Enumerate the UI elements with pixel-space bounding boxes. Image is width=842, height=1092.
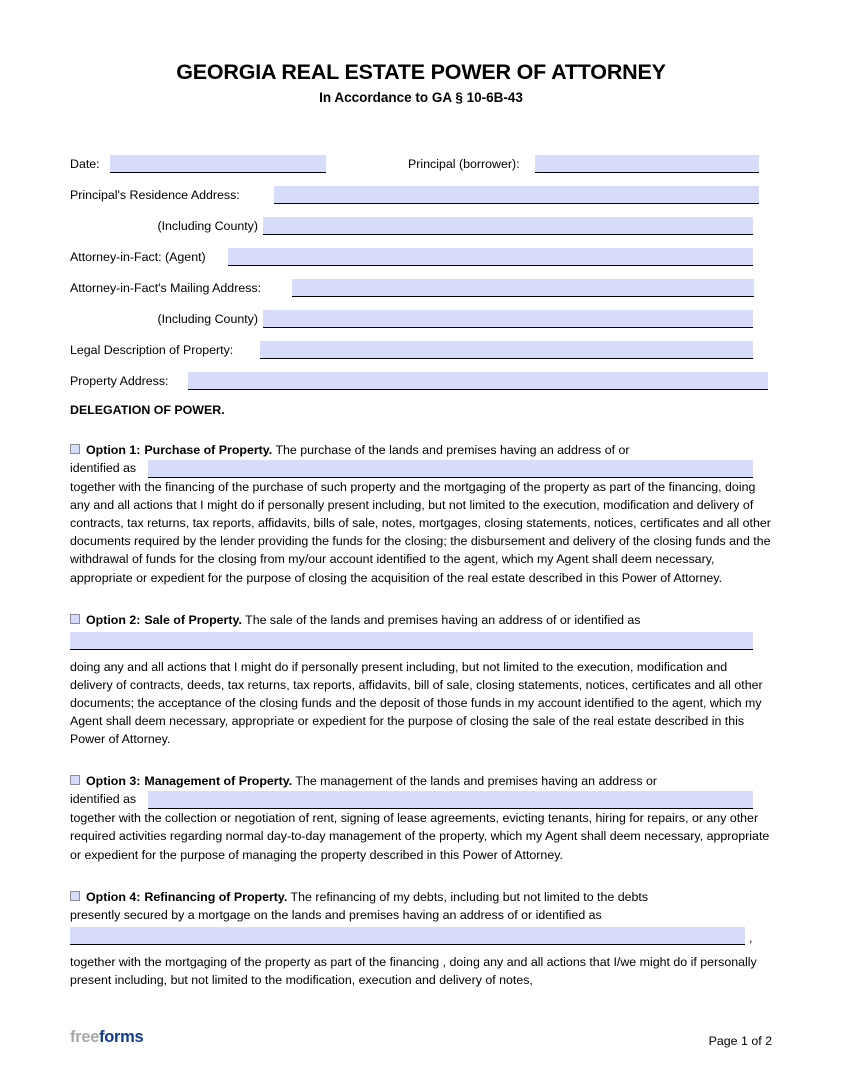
option-1-blank-line: [70, 459, 772, 478]
field-label-principal-residence-address: Principal's Residence Address:: [70, 188, 240, 202]
option-3-block: [70, 772, 772, 863]
option-4-blank-input[interactable]: [70, 927, 745, 945]
option-3-checkbox[interactable]: [70, 775, 80, 785]
field-label-principal: Principal (borrower):: [408, 157, 520, 171]
field-input-attorney-mailing-address[interactable]: [292, 279, 754, 297]
option-1-body: together with the financing of the purchase of such property and the mortgaging of the property as part of the financing, doing any and all actions that I might do if personally present including, but not limited to the execution, modification and delivery of contracts, tax returns, tax reports, affidavits, bills of sale, notes, mortgages, closing statements, notices, certificates and all other documents required by the lender providing the funds for the closing; the disbursement and delivery of the closing funds and the withdrawal of funds for the closing from my/our account identified to the agent, which my Agent shall deem necessary, appropriate or expedient for the purpose of closing the acquisition of the real estate described in this Power of Attorney.: [70, 480, 771, 585]
option-1-lead: The purchase of the lands and premises having an address of or: [272, 443, 630, 457]
field-row-attorney-agent: [70, 236, 772, 267]
option-1-blank-label: identified as: [70, 461, 137, 476]
field-input-date[interactable]: [110, 155, 326, 173]
option-1-number: Option 1:: [86, 443, 141, 457]
page-subtitle: In Accordance to GA § 10-6B-43: [319, 89, 523, 105]
option-3-header-line: [70, 772, 772, 790]
field-label-property-address: Property Address:: [70, 374, 169, 388]
option-2-lead: The sale of the lands and premises having an address of or identified as: [241, 612, 641, 627]
field-input-legal-description[interactable]: [260, 341, 753, 359]
field-row-principal-county: [70, 205, 772, 236]
freeforms-logo: [70, 1028, 143, 1047]
option-4-number: Option 4:: [86, 889, 141, 904]
field-row-principal-residence-address: [70, 174, 772, 205]
option-1-header-line: [70, 441, 772, 459]
option-2-block: [70, 611, 772, 749]
option-3-blank-line: [70, 790, 772, 809]
option-4-body: together with the mortgaging of the property as part of the financing , doing any and all actions that I/we might do if personally present including, but not limited to the modification, execution and delivery of notes,: [70, 954, 757, 987]
field-row-attorney-county: [70, 298, 772, 329]
logo-text-free: free: [70, 1028, 100, 1046]
option-4-header-line: [70, 888, 772, 906]
field-input-principal-county[interactable]: [263, 217, 753, 235]
field-label-principal-county: (Including County): [157, 219, 258, 233]
field-label-attorney-agent: Attorney-in-Fact: (Agent): [70, 250, 206, 264]
option-3-name: Management of Property.: [144, 774, 293, 789]
page-number: Page 1 of 2: [708, 1034, 772, 1048]
option-1-checkbox[interactable]: [70, 444, 80, 454]
title-block: [0, 60, 842, 105]
logo-text-forms: forms: [99, 1028, 144, 1046]
field-input-principal-residence-address[interactable]: [274, 186, 759, 204]
option-2-header-line: [70, 611, 772, 629]
page-title: GEORGIA REAL ESTATE POWER OF ATTORNEY: [176, 60, 666, 84]
option-2-blank-input[interactable]: [70, 632, 753, 650]
option-1-block: [70, 441, 772, 587]
field-row-legal-description: [70, 329, 772, 360]
field-input-property-address[interactable]: [188, 372, 768, 390]
option-1-name: Purchase of Property.: [144, 443, 273, 457]
field-input-attorney-agent[interactable]: [228, 248, 753, 266]
option-2-name: Sale of Property.: [144, 612, 242, 627]
field-input-attorney-county[interactable]: [263, 310, 753, 328]
option-4-blank-line: [70, 927, 772, 947]
field-label-attorney-mailing-address: Attorney-in-Fact's Mailing Address:: [70, 281, 262, 295]
field-label-attorney-county: (Including County): [157, 312, 258, 326]
option-2-number: Option 2:: [86, 612, 141, 627]
field-label-date: Date:: [70, 157, 100, 171]
option-3-number: Option 3:: [86, 774, 141, 789]
option-4-block: [70, 888, 772, 989]
option-3-blank-label: identified as: [70, 792, 137, 807]
field-label-legal-description: Legal Description of Property:: [70, 343, 234, 357]
option-4-lead2: presently secured by a mortgage on the lands and premises having an address of or identified as: [70, 907, 602, 922]
option-4-lead: The refinancing of my debts, including but not limited to the debts: [287, 889, 649, 904]
field-row-attorney-mailing-address: [70, 267, 772, 298]
option-3-lead: The management of the lands and premises having an address or: [292, 774, 657, 789]
option-2-checkbox[interactable]: [70, 614, 80, 624]
option-4-blank-suffix: ,: [749, 930, 753, 945]
page-footer: [70, 1028, 772, 1054]
option-4-checkbox[interactable]: [70, 891, 80, 901]
option-2-body: doing any and all actions that I might do if personally present including, but not limited to the execution, modification and delivery of contracts, deeds, tax returns, tax reports, affidavits, bill of sale, closing statements, notices, certificates and all other documents; the acceptance of the closing funds and the deposit of those funds in my account identified to the agent, which my Agent shall deem necessary, appropriate or expedient for the purpose of closing the sale of the real estate described in this Power of Attorney.: [70, 659, 763, 747]
field-row-property-address: [70, 360, 772, 391]
option-3-blank-input[interactable]: [148, 791, 753, 809]
option-3-body: together with the collection or negotiation of rent, signing of lease agreements, evicting tenants, hiring for repairs, or any other required activities regarding normal day-to-day management of the property, which my Agent shall deem necessary, appropriate or expedient for the purpose of managing the property described in this Power of Attorney.: [70, 811, 770, 862]
option-4-name: Refinancing of Property.: [144, 889, 288, 904]
form-content: [70, 143, 772, 989]
field-input-principal[interactable]: [535, 155, 759, 173]
option-1-blank-input[interactable]: [148, 460, 753, 478]
field-row-date-principal: [70, 143, 772, 174]
delegation-heading: DELEGATION OF POWER.: [70, 403, 225, 417]
